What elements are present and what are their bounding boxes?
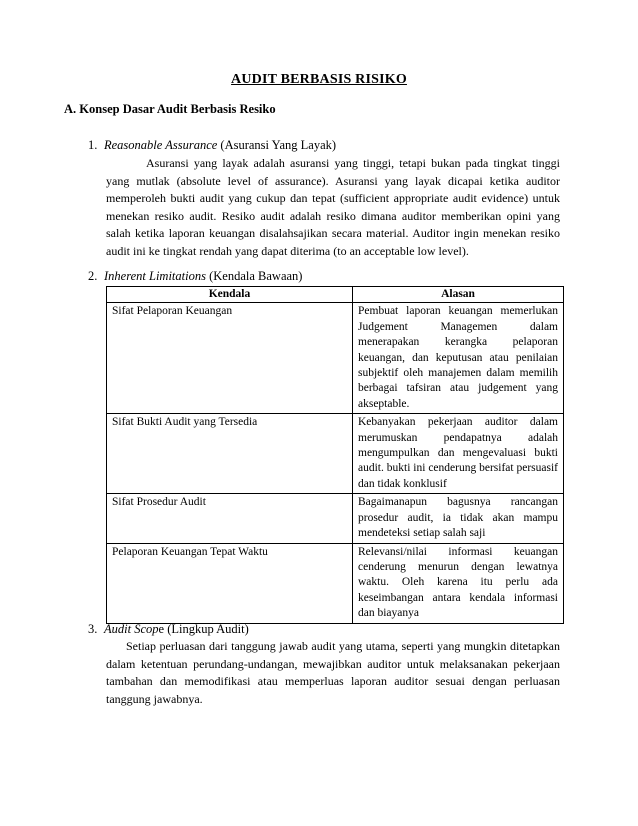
item-1-paragraph-text: Asuransi yang layak adalah asuransi yang tinggi, tetapi bukan pada tingkat tinggi yang mutlak (absolute level of assurance). Asuransi yang layak dicapai ketika auditor memperoleh bukti audit yang cukup dan tepat (sufficient appropriate audit evidence) untuk menekan resiko audit. Resiko audit adalah resiko dimana auditor memberikan opini yang salah ketika laporan keuangan disalahsajikan secara material. Auditor ingin menekan resiko audit ini ke tingkat rendah yang dapat diterima (to an acceptable low level). [106, 156, 560, 258]
item-3-title-italic: Audit Scop [104, 622, 159, 636]
table-header-alasan: Alasan [353, 287, 564, 303]
item-2-heading [88, 269, 302, 284]
item-3-heading [88, 622, 249, 637]
item-1-title-rest: (Asuransi Yang Layak) [217, 138, 337, 152]
table-header-kendala: Kendala [107, 287, 353, 303]
table-cell-alasan: Relevansi/nilai informasi keuangan cenderung menurun dengan lewatnya waktu. Oleh karena itu perlu ada keseimbangan antara kendala informasi dan biayanya [353, 543, 564, 623]
item-3-title-rest: e (Lingkup Audit) [158, 622, 249, 636]
table-row [107, 303, 564, 414]
table-row [107, 414, 564, 494]
table-cell-alasan: Bagaimanapun bagusnya rancangan prosedur audit, ia tidak akan mampu mendeteksi setiap salah saji [353, 494, 564, 543]
table-cell-kendala: Pelaporan Keuangan Tepat Waktu [107, 543, 353, 623]
table-cell-kendala: Sifat Bukti Audit yang Tersedia [107, 414, 353, 494]
table-row [107, 543, 564, 623]
item-1-paragraph [106, 155, 560, 260]
table-cell-alasan: Pembuat laporan keuangan memerlukan Judgement Managemen dalam menerapakan kerangka pelaporan keuangan, dan keputusan atau penilaian subjektif oleh manajemen dalam memilih berbagai tafsiran atau judgement yang akseptable. [353, 303, 564, 414]
document-title: AUDIT BERBASIS RISIKO [231, 72, 407, 87]
table-row [107, 494, 564, 543]
kendala-table [106, 286, 564, 624]
table-cell-kendala: Sifat Prosedur Audit [107, 494, 353, 543]
table-header-row [107, 287, 564, 303]
item-3-paragraph-text: Setiap perluasan dari tanggung jawab audit yang utama, seperti yang mungkin ditetapkan dalam ketentuan perundang-undangan, mewajibkan auditor untuk melaksanakan pekerjaan tambahan dan memodifikasi atau memperluas laporan auditor sesuai dengan perluasan tanggung jawabnya. [106, 639, 560, 706]
item-2-number: 2. [88, 269, 98, 283]
item-2-title-rest: (Kendala Bawaan) [205, 269, 303, 283]
table-cell-kendala: Sifat Pelaporan Keuangan [107, 303, 353, 414]
item-3-number: 3. [88, 622, 98, 636]
item-1-title-italic: Reasonable Assurance [104, 138, 218, 152]
table-cell-alasan: Kebanyakan pekerjaan auditor dalam merumuskan pendapatnya adalah mengumpulkan dan mengevaluasi bukti audit. bukti ini cenderung bersifat persuasif dan tidak konklusif [353, 414, 564, 494]
section-a-heading: A. Konsep Dasar Audit Berbasis Resiko [64, 102, 276, 116]
item-1-heading [88, 138, 336, 153]
item-2-title-italic: Inherent Limitations [104, 269, 206, 283]
item-3-paragraph [106, 638, 560, 708]
item-1-number: 1. [88, 138, 98, 152]
